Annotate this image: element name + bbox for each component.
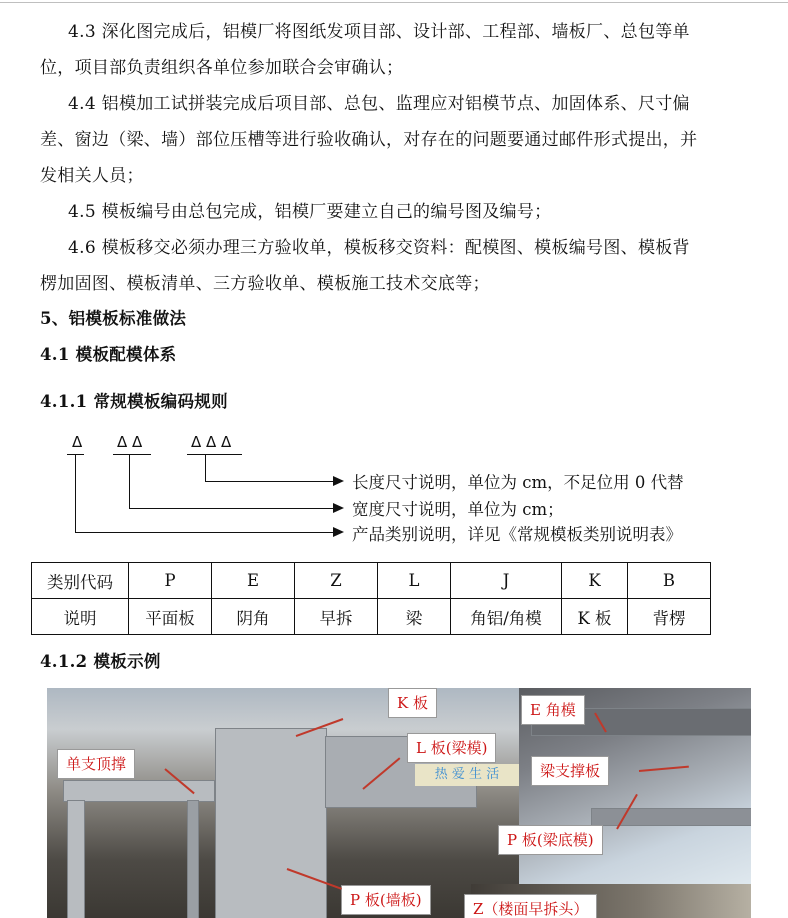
connector-width-vertical: [129, 455, 130, 508]
label-k-board: K 板: [388, 688, 437, 718]
category-code-table: [31, 562, 711, 635]
label-p-wall: P 板(墙板): [341, 885, 431, 915]
table-cell: E: [212, 563, 295, 599]
label-single-prop: 单支顶撑: [57, 749, 135, 779]
table-cell: K: [562, 563, 628, 599]
formwork-wall-panel: [215, 728, 327, 918]
heading-4-1-1: 4.1.1 常规模板编码规则: [40, 392, 228, 411]
arrow-right-icon: [333, 527, 344, 537]
table-cell: L: [378, 563, 451, 599]
formwork-example-photo: [47, 688, 751, 918]
label-l-board: L 板(梁模): [407, 733, 496, 763]
arrow-right-icon: [333, 503, 344, 513]
table-row: [32, 599, 711, 635]
desc-width: 宽度尺寸说明，单位为 cm；: [352, 500, 564, 519]
table-cell: 梁: [378, 599, 451, 635]
table-cell: J: [451, 563, 562, 599]
paragraph-4-3: 4.3 深化图完成后，铝模厂将图纸发项目部、设计部、工程部、墙板厂、总包等单位，项目部负责组织各单位参加联合会审确认；: [40, 22, 690, 78]
table-header-cell: 说明: [32, 599, 129, 635]
desc-product: 产品类别说明，详见《常规模板类别说明表》: [352, 525, 682, 544]
top-rule: [0, 2, 788, 3]
table-cell: P: [129, 563, 212, 599]
table-cell: 背楞: [628, 599, 711, 635]
table-cell: 角铝/角模: [451, 599, 562, 635]
table-cell: 早拆: [295, 599, 378, 635]
connector-category-vertical: [75, 455, 76, 532]
code-group-width: Δ Δ: [117, 433, 143, 451]
underline-length: [187, 454, 242, 455]
formwork-column: [67, 800, 85, 918]
table-cell: 平面板: [129, 599, 212, 635]
code-group-length: Δ Δ Δ: [191, 433, 232, 451]
code-group-category: Δ: [72, 433, 83, 451]
table-cell: 阴角: [212, 599, 295, 635]
connector-length-vertical: [205, 455, 206, 481]
paragraph-4-5: 4.5 模板编号由总包完成，铝模厂要建立自己的编号图及编号；: [68, 202, 552, 222]
single-prop-post: [187, 800, 199, 918]
heading-4-1: 4.1 模板配模体系: [40, 345, 177, 364]
site-banner: 热 爱 生 活: [415, 764, 519, 786]
table-cell: Z: [295, 563, 378, 599]
underline-width: [113, 454, 151, 455]
label-z-floor: Z（楼面早拆头）: [464, 894, 597, 918]
label-e-corner: E 角模: [521, 695, 585, 725]
arrow-right-icon: [333, 476, 344, 486]
label-beam-support: 梁支撑板: [531, 756, 609, 786]
paragraph-4-4: 4.4 铝模加工试拼装完成后项目部、总包、监理应对铝模节点、加固体系、尺寸偏差、窗边（梁、墙）部位压槽等进行验收确认，对存在的问题要通过邮件形式提出，并发相关人员；: [40, 94, 698, 186]
table-row: [32, 563, 711, 599]
desc-length: 长度尺寸说明，单位为 cm，不足位用 0 代替: [352, 473, 684, 492]
beam-support-shape: [591, 808, 751, 826]
table-cell: K 板: [562, 599, 628, 635]
connector-length-horizontal: [205, 481, 335, 482]
connector-width-horizontal: [129, 508, 335, 509]
label-p-beam-bottom: P 板(梁底模): [498, 825, 603, 855]
connector-category-horizontal: [75, 532, 335, 533]
table-cell: B: [628, 563, 711, 599]
heading-section-5: 5、铝模板标准做法: [40, 309, 187, 328]
paragraph-4-6: 4.6 模板移交必须办理三方验收单，模板移交资料：配模图、模板编号图、模板背楞加固图、模板清单、三方验收单、模板施工技术交底等；: [40, 238, 690, 294]
table-header-cell: 类别代码: [32, 563, 129, 599]
heading-4-1-2: 4.1.2 模板示例: [40, 652, 161, 671]
